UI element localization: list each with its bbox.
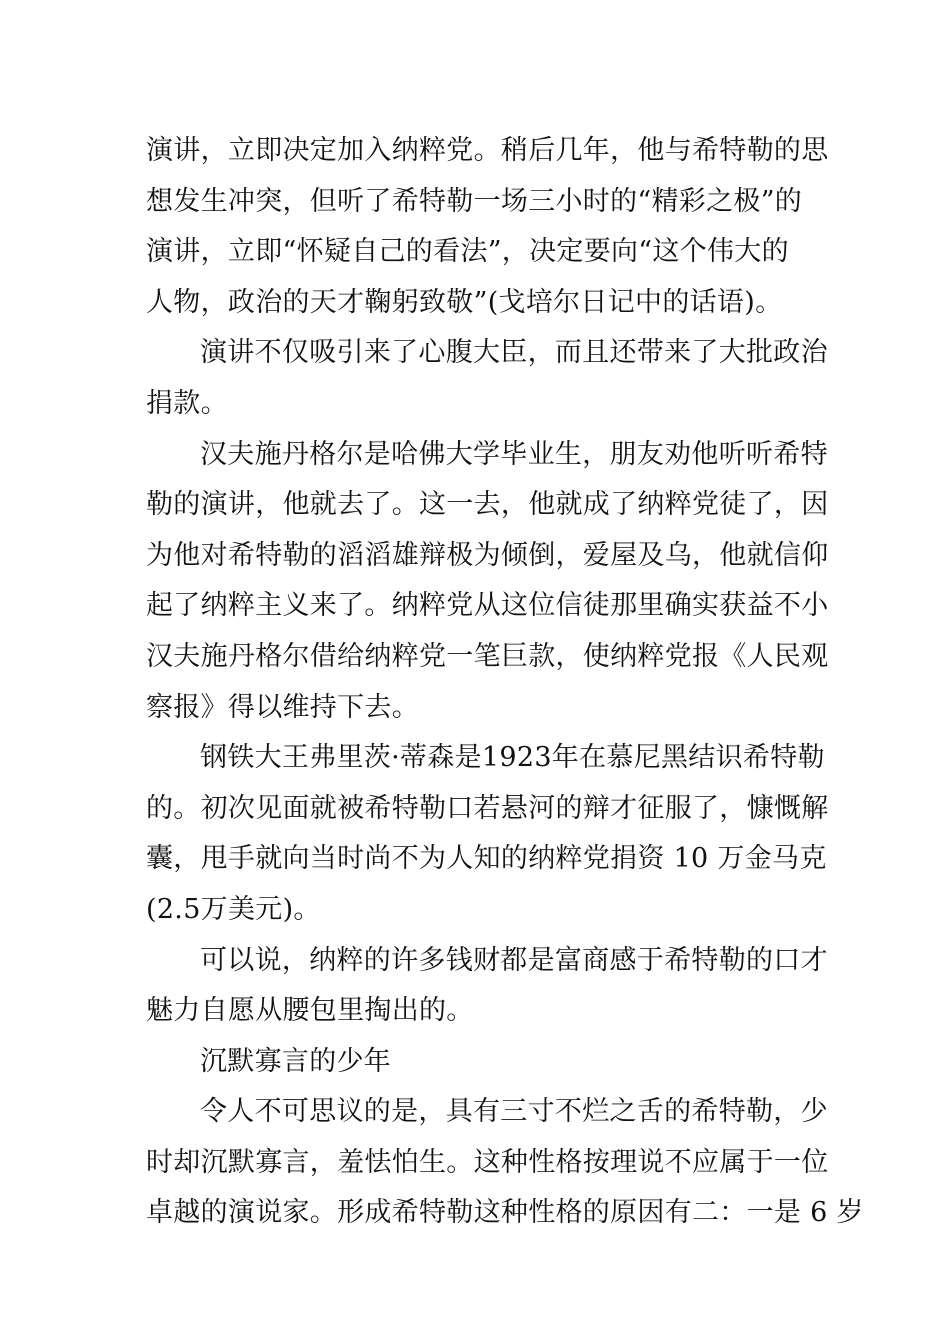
paragraph xyxy=(146,936,828,1037)
text-line: 魅力自愿从腰包里掏出的。 xyxy=(146,995,474,1027)
text-line: 为他对希特勒的滔滔雄辩极为倾倒，爱屋及乌，他就信仰 xyxy=(146,539,829,571)
paragraph xyxy=(146,126,829,328)
text-line: 察报》得以维持下去。 xyxy=(146,691,419,723)
text-line: 捐款。 xyxy=(146,387,228,419)
text-line: 可以说，纳粹的许多钱财都是富商感于希特勒的口才 xyxy=(200,944,828,976)
text-line: 囊，甩手就向当时尚不为人知的纳粹党捐资 10 万金马克 xyxy=(146,843,827,875)
text-line: 卓越的演说家。形成希特勒这种性格的原因有二：一是 6 岁 xyxy=(146,1197,864,1229)
body-text xyxy=(146,126,864,1239)
text-line: 勒的演讲，他就去了。这一去，他就成了纳粹党徒了，因 xyxy=(146,489,829,521)
text-line: 想发生冲突，但听了希特勒一场三小时的“精彩之极”的 xyxy=(146,185,803,217)
paragraph xyxy=(146,1087,864,1239)
text-line: 演讲不仅吸引来了心腹大臣，而且还带来了大批政治 xyxy=(200,337,828,369)
text-line: 令人不可思议的是，具有三寸不烂之舌的希特勒，少 xyxy=(200,1096,828,1128)
text-line: 起了纳粹主义来了。纳粹党从这位信徒那里确实获益不小 xyxy=(146,590,829,622)
text-line: 演讲，立即“怀疑自己的看法”，决定要向“这个伟大的 xyxy=(146,236,789,268)
paragraph xyxy=(146,328,828,429)
text-line: 沉默寡言的少年 xyxy=(200,1045,392,1077)
text-line: 人物，政治的天才鞠躬致敬”(戈培尔日记中的话语)。 xyxy=(146,286,783,318)
section-heading xyxy=(146,1037,810,1088)
text-line: 的。初次见面就被希特勒口若悬河的辩才征服了，慷慨解 xyxy=(146,792,829,824)
text-line: 汉夫施丹格尔是哈佛大学毕业生，朋友劝他听听希特 xyxy=(200,438,828,470)
text-line: 钢铁大王弗里茨·蒂森是1923年在慕尼黑结识希特勒 xyxy=(200,742,825,774)
text-line: (2.5万美元)。 xyxy=(146,893,321,925)
text-line: 演讲，立即决定加入纳粹党。稍后几年，他与希特勒的思 xyxy=(146,135,829,166)
text-line: 汉夫施丹格尔借给纳粹党一笔巨款，使纳粹党报《人民观 xyxy=(146,640,829,672)
text-line: 时却沉默寡言，羞怯怕生。这种性格按理说不应属于一位 xyxy=(146,1146,829,1178)
paragraph xyxy=(146,733,829,935)
paragraph xyxy=(146,430,829,734)
